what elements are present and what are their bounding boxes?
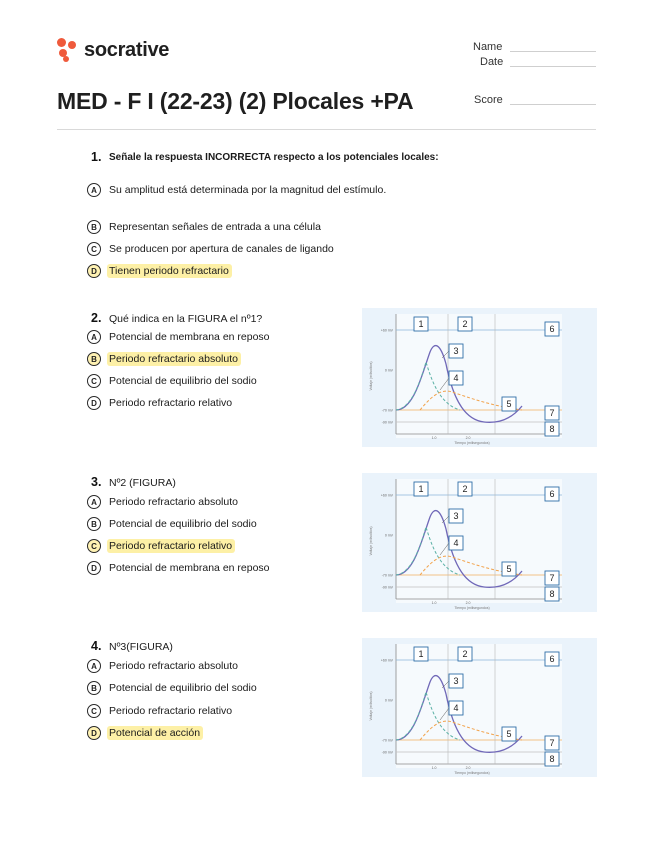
name-label: Name bbox=[473, 41, 503, 53]
y-tick-label: +60 mV bbox=[380, 493, 393, 498]
callout-number: 3 bbox=[453, 346, 459, 356]
plot-area bbox=[396, 644, 562, 768]
option-text: Representan señales de entrada a una célula bbox=[109, 221, 321, 233]
option-text: Tienen periodo refractario bbox=[107, 264, 232, 278]
callout-number: 5 bbox=[506, 729, 512, 739]
callout-number: 7 bbox=[549, 573, 555, 583]
x-tick-label: 1.0 bbox=[431, 766, 437, 770]
option-text: Potencial de acción bbox=[107, 726, 203, 740]
question-3-option-b[interactable] bbox=[87, 517, 260, 531]
socrative-logo-icon bbox=[57, 38, 79, 62]
score-label: Score bbox=[474, 94, 503, 106]
callout-number: 3 bbox=[453, 676, 459, 686]
x-tick-label: 1.0 bbox=[431, 601, 437, 605]
option-letter: C bbox=[87, 704, 101, 718]
option-letter: A bbox=[87, 659, 101, 673]
callout-number: 8 bbox=[549, 754, 555, 764]
option-text: Su amplitud está determinada por la magnitud del estímulo. bbox=[109, 184, 387, 196]
x-tick-label: 2.0 bbox=[465, 436, 471, 440]
question-3-text: Nº2 (FIGURA) bbox=[109, 477, 176, 489]
option-text: Periodo refractario relativo bbox=[109, 705, 233, 717]
callout-number: 4 bbox=[453, 538, 459, 548]
callout-number: 5 bbox=[506, 399, 512, 409]
y-tick-label: 0 mV bbox=[384, 533, 393, 538]
callout-number: 1 bbox=[418, 484, 424, 494]
x-axis-label: Tiempo (milisegundos) bbox=[454, 441, 490, 445]
option-letter: D bbox=[87, 396, 101, 410]
y-tick-label: +60 mV bbox=[380, 328, 393, 333]
question-2-figure bbox=[362, 308, 597, 447]
option-text: Periodo refractario relativo bbox=[109, 397, 233, 409]
y-tick-label: -70 mV bbox=[381, 573, 393, 578]
page-title: MED - F I (22-23) (2) Plocales +PA bbox=[57, 88, 414, 114]
y-axis-label: Voltaje (milivoltios) bbox=[369, 526, 373, 556]
option-text: Potencial de equilibrio del sodio bbox=[109, 518, 257, 530]
question-3-option-d[interactable] bbox=[87, 561, 273, 575]
option-text: Se producen por apertura de canales de ligando bbox=[109, 243, 334, 255]
header-divider bbox=[57, 129, 596, 130]
score-field[interactable] bbox=[510, 104, 596, 105]
x-tick-label: 1.0 bbox=[431, 436, 437, 440]
y-tick-label: 0 mV bbox=[384, 368, 393, 373]
y-axis-label: Voltaje (milivoltios) bbox=[369, 361, 373, 391]
question-4-option-b[interactable] bbox=[87, 681, 260, 695]
action-potential-diagram bbox=[362, 473, 597, 612]
callout-number: 2 bbox=[462, 319, 468, 329]
y-tick-label: -70 mV bbox=[381, 738, 393, 743]
callout-number: 5 bbox=[506, 564, 512, 574]
option-letter: C bbox=[87, 374, 101, 388]
y-tick-label: -90 mV bbox=[381, 585, 393, 590]
option-letter: C bbox=[87, 539, 101, 553]
option-text: Periodo refractario absoluto bbox=[109, 496, 238, 508]
question-1-option-b[interactable] bbox=[87, 220, 324, 234]
date-label: Date bbox=[480, 56, 504, 68]
question-2-option-b[interactable] bbox=[87, 352, 241, 366]
question-3-option-a[interactable] bbox=[87, 495, 241, 509]
question-3-number: 3. bbox=[91, 475, 102, 489]
callout-number: 8 bbox=[549, 424, 555, 434]
callout-number: 7 bbox=[549, 738, 555, 748]
callout-number: 4 bbox=[453, 703, 459, 713]
action-potential-diagram bbox=[362, 638, 597, 777]
question-3-figure bbox=[362, 473, 597, 612]
question-2-text: Qué indica en la FIGURA el nº1? bbox=[109, 313, 263, 325]
callout-number: 1 bbox=[418, 319, 424, 329]
question-2-option-c[interactable] bbox=[87, 374, 260, 388]
y-tick-label: -70 mV bbox=[381, 408, 393, 413]
callout-number: 7 bbox=[549, 408, 555, 418]
x-tick-label: 2.0 bbox=[465, 601, 471, 605]
option-letter: D bbox=[87, 726, 101, 740]
y-tick-label: -90 mV bbox=[381, 420, 393, 425]
option-letter: B bbox=[87, 220, 101, 234]
socrative-logo bbox=[57, 38, 169, 62]
callout-number: 6 bbox=[549, 489, 555, 499]
brand-name: socrative bbox=[84, 38, 170, 61]
callout-number: 6 bbox=[549, 654, 555, 664]
option-text: Potencial de membrana en reposo bbox=[109, 562, 270, 574]
y-tick-label: 0 mV bbox=[384, 698, 393, 703]
question-4-number: 4. bbox=[91, 639, 102, 653]
option-text: Potencial de equilibrio del sodio bbox=[109, 682, 257, 694]
question-1-option-c[interactable] bbox=[87, 242, 337, 256]
option-letter: D bbox=[87, 561, 101, 575]
option-letter: B bbox=[87, 681, 101, 695]
option-letter: B bbox=[87, 352, 101, 366]
callout-number: 2 bbox=[462, 484, 468, 494]
y-tick-label: +60 mV bbox=[380, 658, 393, 663]
question-2-number: 2. bbox=[91, 311, 102, 325]
option-text: Periodo refractario relativo bbox=[107, 539, 235, 553]
option-text: Potencial de equilibrio del sodio bbox=[109, 375, 257, 387]
option-letter: B bbox=[87, 517, 101, 531]
question-4-text: Nº3(FIGURA) bbox=[109, 641, 173, 653]
option-letter: A bbox=[87, 183, 101, 197]
callout-number: 2 bbox=[462, 649, 468, 659]
x-axis-label: Tiempo (milisegundos) bbox=[454, 606, 490, 610]
question-1-number: 1. bbox=[91, 150, 102, 164]
name-field[interactable] bbox=[510, 51, 596, 52]
option-letter: D bbox=[87, 264, 101, 278]
question-3-option-c[interactable] bbox=[87, 539, 235, 553]
question-4-option-c[interactable] bbox=[87, 704, 235, 718]
callout-number: 1 bbox=[418, 649, 424, 659]
question-2-option-a[interactable] bbox=[87, 330, 273, 344]
action-potential-diagram bbox=[362, 308, 597, 447]
question-4-option-d[interactable] bbox=[87, 726, 203, 740]
y-tick-label: -90 mV bbox=[381, 750, 393, 755]
question-1-text: Señale la respuesta INCORRECTA respecto a los potenciales locales: bbox=[109, 152, 439, 163]
question-2-option-d[interactable] bbox=[87, 396, 235, 410]
plot-area bbox=[396, 314, 562, 438]
question-1-option-a[interactable] bbox=[87, 183, 389, 197]
callout-number: 6 bbox=[549, 324, 555, 334]
callout-number: 4 bbox=[453, 373, 459, 383]
callout-number: 8 bbox=[549, 589, 555, 599]
option-text: Periodo refractario absoluto bbox=[107, 352, 241, 366]
option-letter: A bbox=[87, 330, 101, 344]
question-4-option-a[interactable] bbox=[87, 659, 241, 673]
question-4-figure bbox=[362, 638, 597, 777]
option-text: Periodo refractario absoluto bbox=[109, 660, 238, 672]
x-axis-label: Tiempo (milisegundos) bbox=[454, 771, 490, 775]
plot-area bbox=[396, 479, 562, 603]
option-letter: A bbox=[87, 495, 101, 509]
option-letter: C bbox=[87, 242, 101, 256]
y-axis-label: Voltaje (milivoltios) bbox=[369, 691, 373, 721]
option-text: Potencial de membrana en reposo bbox=[109, 331, 270, 343]
question-1-option-d[interactable] bbox=[87, 264, 232, 278]
x-tick-label: 2.0 bbox=[465, 766, 471, 770]
callout-number: 3 bbox=[453, 511, 459, 521]
date-field[interactable] bbox=[510, 66, 596, 67]
